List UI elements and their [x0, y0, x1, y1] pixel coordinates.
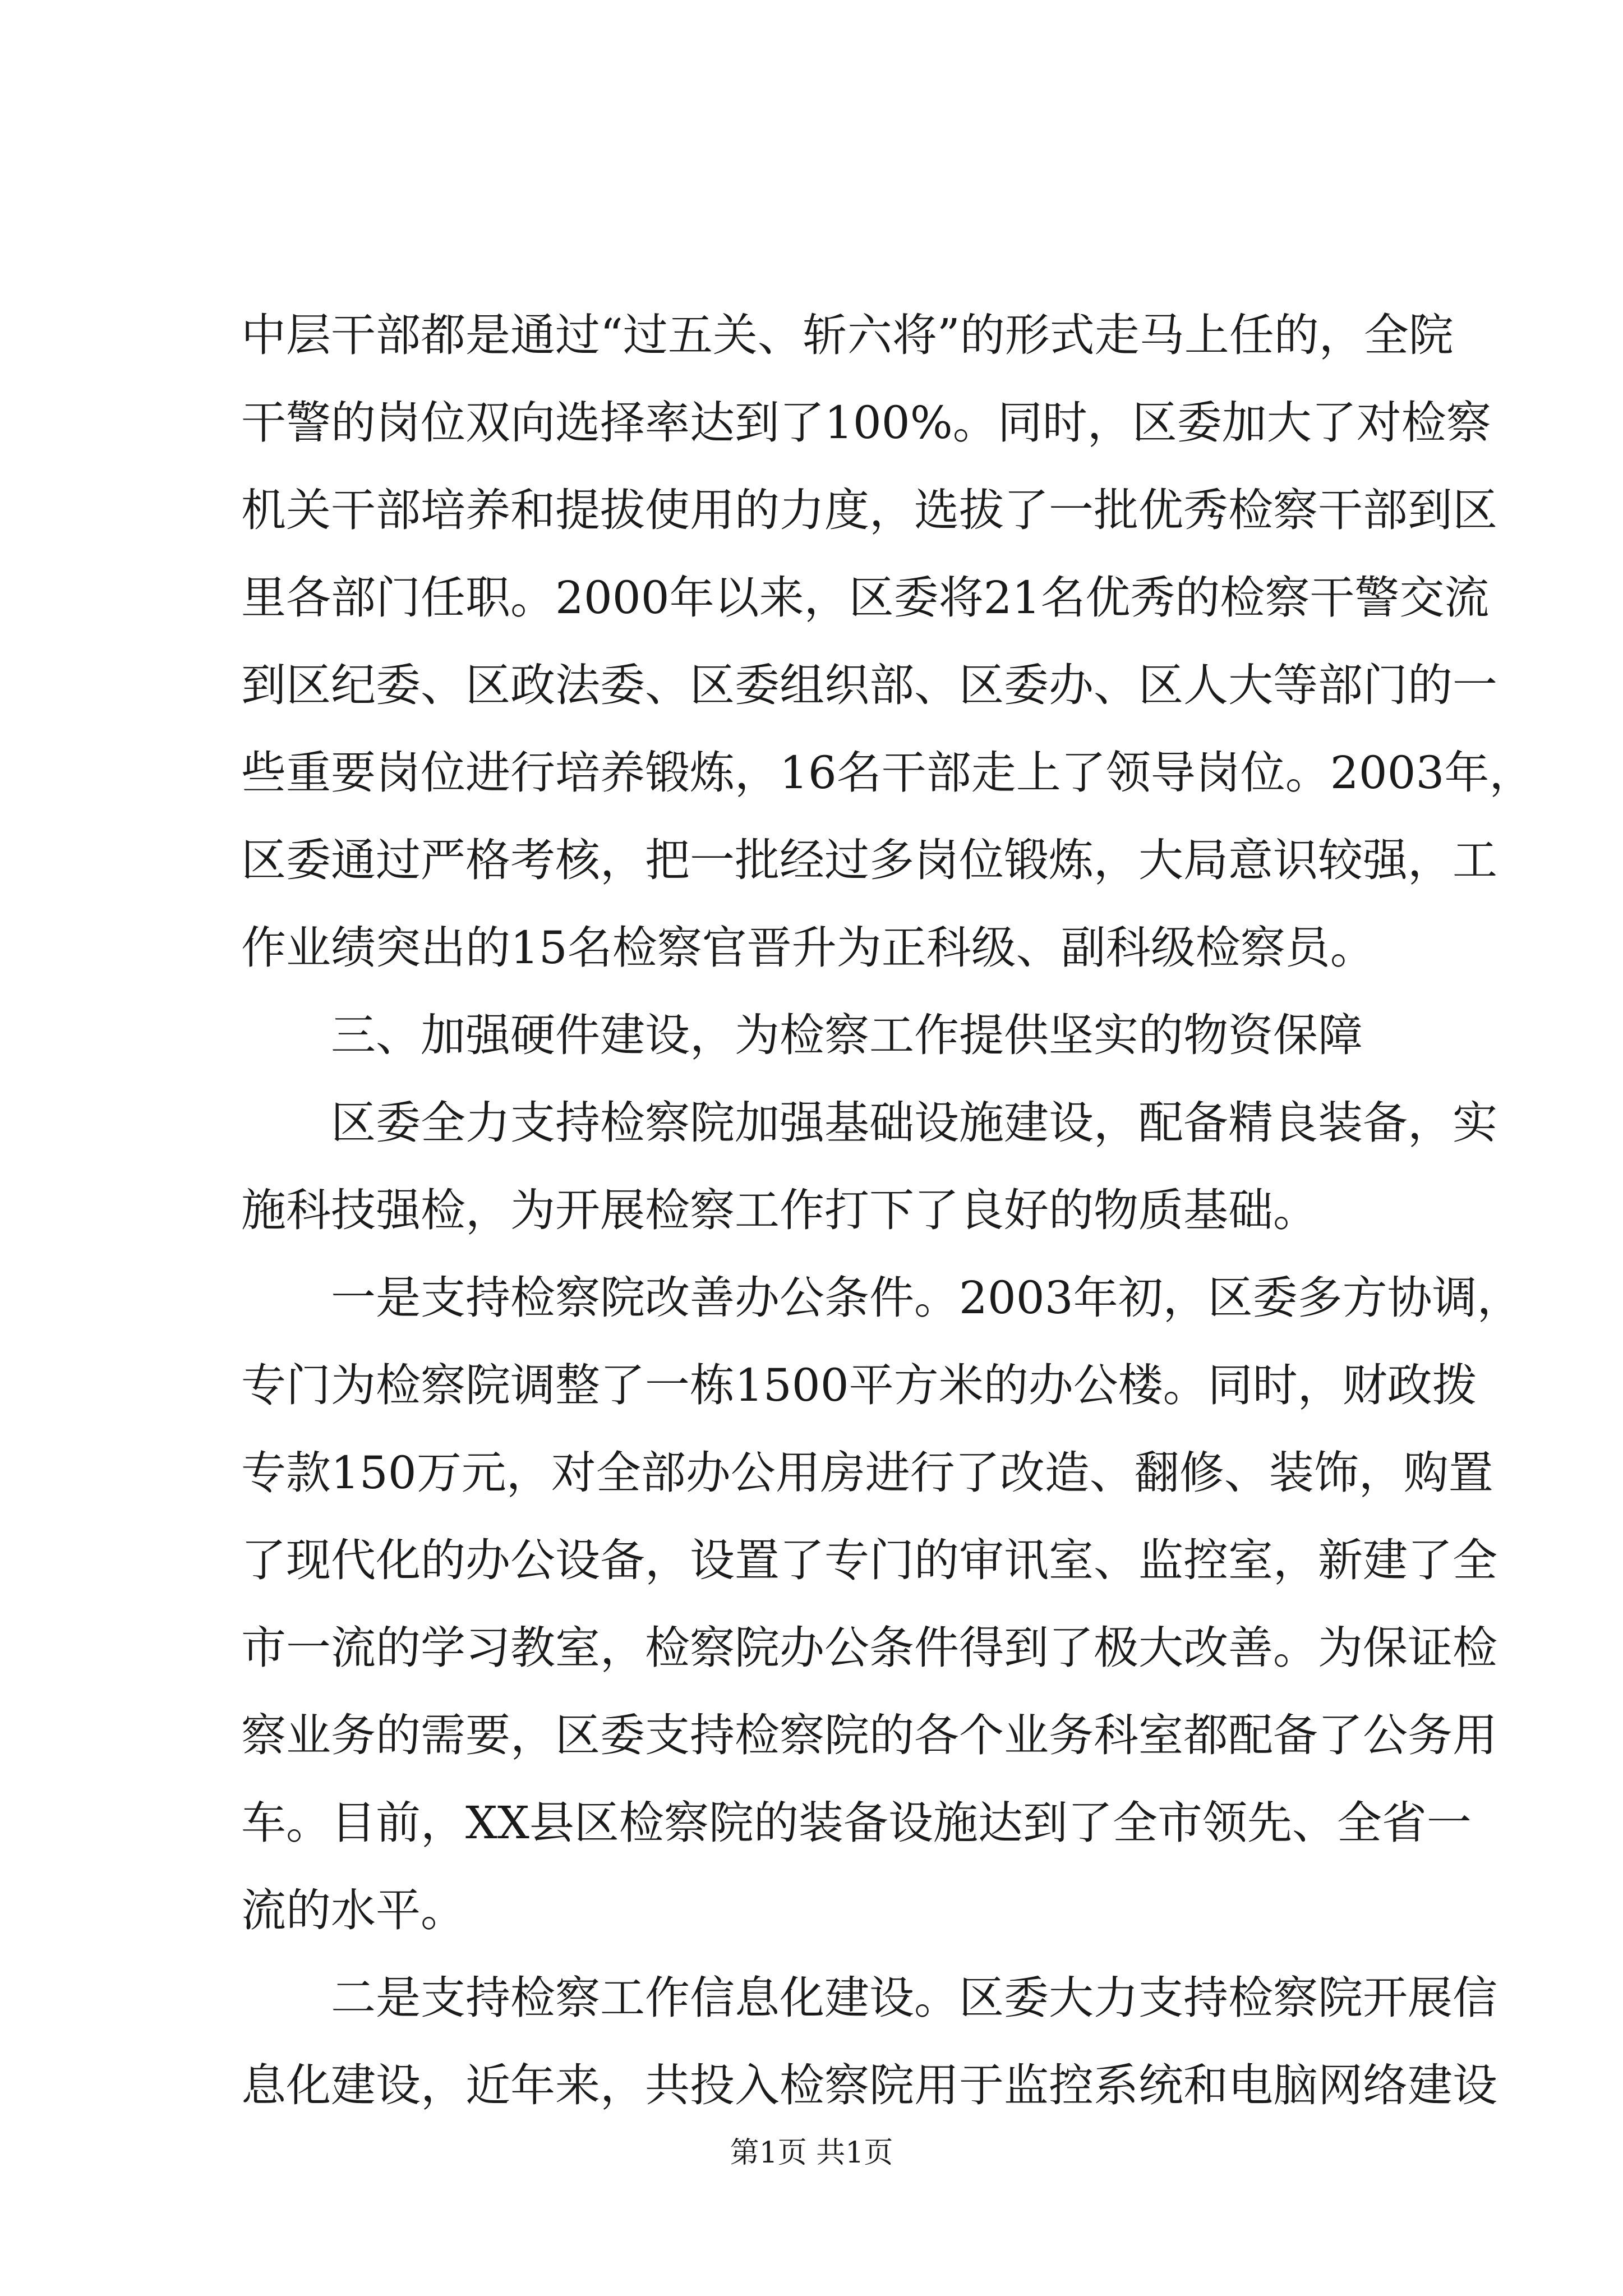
text-line: 流的水平。	[241, 1884, 465, 1936]
text-line: 三、加强硬件建设，为检察工作提供坚实的物资保障	[331, 1009, 1363, 1061]
text-line: 专门为检察院调整了一栋1500平方米的办公楼。同时，财政拨	[241, 1359, 1477, 1411]
text-line: 了现代化的办公设备，设置了专门的审讯室、监控室，新建了全	[241, 1534, 1497, 1586]
text-line: 区委通过严格考核，把一批经过多岗位锻炼，大局意识较强，工	[241, 834, 1497, 886]
text-line: 二是支持检察工作信息化建设。区委大力支持检察院开展信	[331, 1972, 1497, 2024]
text-line: 息化建设，近年来，共投入检察院用于监控系统和电脑网络建设	[241, 2059, 1497, 2111]
text-line: 察业务的需要，区委支持检察院的各个业务科室都配备了公务用	[241, 1709, 1497, 1761]
page-footer: 第1页 共1页	[730, 2136, 893, 2170]
text-line: 干警的岗位双向选择率达到了100%。同时，区委加大了对检察	[241, 397, 1491, 449]
text-line: 区委全力支持检察院加强基础设施建设，配备精良装备，实	[331, 1097, 1497, 1149]
text-line: 作业绩突出的15名检察官晋升为正科级、副科级检察员。	[241, 922, 1375, 974]
text-line: 中层干部都是通过“过五关、斩六将”的形式走马上任的，全院	[241, 309, 1454, 361]
text-line: 市一流的学习教室，检察院办公条件得到了极大改善。为保证检	[241, 1622, 1497, 1674]
text-line: 机关干部培养和提拔使用的力度，选拔了一批优秀检察干部到区	[241, 484, 1497, 536]
text-line: 些重要岗位进行培养锻炼，16名干部走上了领导岗位。2003年，	[241, 747, 1534, 799]
text-line: 一是支持检察院改善办公条件。2003年初，区委多方协调，	[331, 1272, 1522, 1324]
text-line: 施科技强检，为开展检察工作打下了良好的物质基础。	[241, 1184, 1318, 1236]
text-line: 车。目前，XX县区检察院的装备设施达到了全市领先、全省一	[241, 1797, 1472, 1849]
text-line: 里各部门任职。2000年以来，区委将21名优秀的检察干警交流	[241, 572, 1490, 624]
document-body	[241, 292, 1534, 2129]
text-line: 到区纪委、区政法委、区委组织部、区委办、区人大等部门的一	[241, 659, 1497, 711]
text-line: 专款150万元，对全部办公用房进行了改造、翻修、装饰，购置	[241, 1447, 1493, 1499]
